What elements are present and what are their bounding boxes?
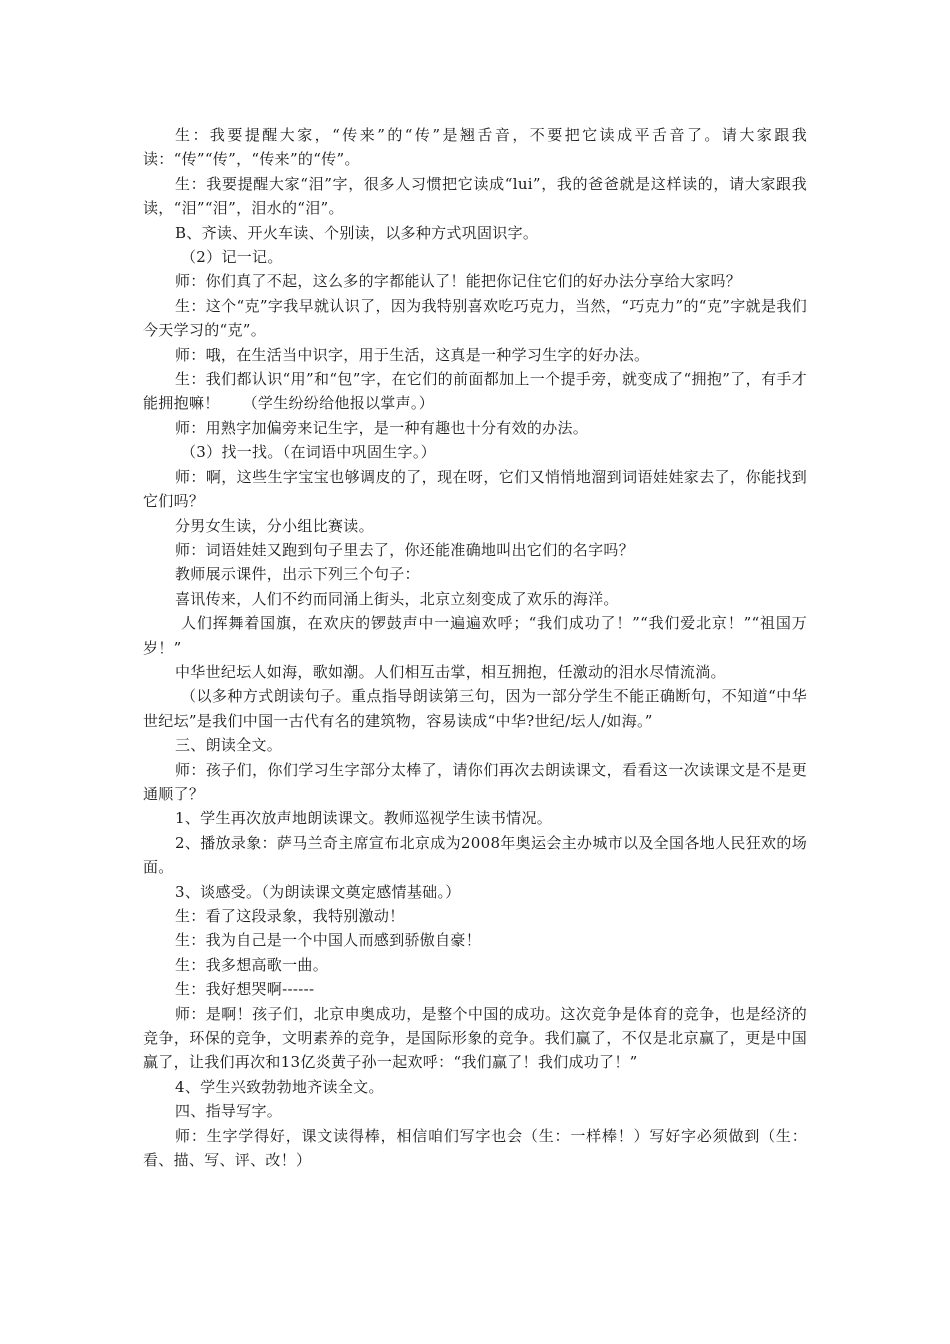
paragraph: 师：哦，在生活当中识字，用于生活，这真是一种学习生字的好办法。 — [175, 345, 650, 364]
paragraph: 生：我多想高歌一曲。 — [175, 955, 329, 974]
paragraph: B、齐读、开火车读、个别读，以多种方式巩固识字。 — [175, 223, 539, 242]
paragraph: 师：生字学得好，课文读得棒，相信咱们写字也会（生：一样棒！）写好字必须做到（生：看、描、写、评、改！） — [143, 1126, 807, 1170]
paragraph: （以多种方式朗读句子。重点指导朗读第三句，因为一部分学生不能正确断句，不知道“中华世纪坛”是我们中国一古代有名的建筑物，容易读成“中华?世纪/坛人/如海。” — [143, 687, 807, 730]
paragraph: 师：你们真了不起，这么多的字都能认了！能把你记住它们的好办法分享给大家吗？ — [175, 272, 742, 291]
paragraph: 人们挥舞着国旗，在欢庆的锣鼓声中一遍遍欢呼；“我们成功了！”“我们爱北京！”“祖国万岁！” — [143, 614, 807, 657]
paragraph: 3、谈感受。（为朗读课文奠定感情基础。） — [175, 882, 461, 901]
paragraph: 1、学生再次放声地朗读课文。教师巡视学生读书情况。 — [175, 809, 553, 828]
paragraph: 师：是啊！孩子们，北京申奥成功，是整个中国的成功。这次竞争是体育的竞争，也是经济的竞争，环保的竞争，文明素养的竞争，是国际形象的竞争。我们赢了，不仅是北京赢了，更是中国赢了，让我们再次和13亿炎黄子孙一起欢呼：“我们赢了！我们成功了！” — [143, 1004, 807, 1072]
document-body — [143, 123, 807, 1172]
paragraph: （2）记一记。 — [181, 248, 283, 267]
section-heading: 三、朗读全文。 — [175, 736, 283, 755]
paragraph: 中华世纪坛人如海，歌如潮。人们相互击掌，相互拥抱，任激动的泪水尽情流淌。 — [175, 662, 726, 681]
paragraph: 分男女生读，分小组比赛读。 — [175, 516, 374, 535]
paragraph: 师：用熟字加偏旁来记生字，是一种有趣也十分有效的办法。 — [175, 418, 589, 437]
paragraph: 生：我为自己是一个中国人而感到骄傲自豪！ — [175, 931, 482, 950]
paragraph: 生：看了这段录象，我特别激动！ — [175, 907, 405, 925]
paragraph: 师：词语娃娃又跑到句子里去了，你还能准确地叫出它们的名字吗？ — [175, 540, 635, 559]
paragraph: 4、学生兴致勃勃地齐读全文。 — [175, 1077, 384, 1096]
paragraph: 生：这个“克”字我早就认识了，因为我特别喜欢吃巧克力，当然，“巧克力”的“克”字就是我们今天学习的“克”。 — [143, 296, 807, 340]
paragraph: 教师展示课件，出示下列三个句子： — [175, 565, 420, 584]
paragraph: 2、播放录象：萨马兰奇主席宣布北京成为2008年奥运会主办城市以及全国各地人民狂欢的场面。 — [143, 833, 807, 877]
paragraph: 喜讯传来，人们不约而同涌上街头，北京立刻变成了欢乐的海洋。 — [175, 589, 619, 608]
paragraph: 生：我们都认识“用”和“包”字，在它们的前面都加上一个提手旁，就变成了“拥抱”了，有手才能拥抱嘛！ （学生纷纷给他报以掌声。） — [143, 370, 807, 413]
paragraph: （3）找一找。（在词语中巩固生字。） — [181, 443, 436, 462]
paragraph: 生：我要提醒大家，“传来”的“传”是翘舌音，不要把它读成平舌音了。请大家跟我读：“传”“传”，“传来”的“传”。 — [143, 126, 807, 169]
paragraph: 生：我要提醒大家“泪”字，很多人习惯把它读成“lui”，我的爸爸就是这样读的，请大家跟我读，“泪”“泪”，泪水的“泪”。 — [143, 174, 807, 218]
paragraph: 生：我好想哭啊------ — [175, 980, 315, 999]
section-heading: 四、指导写字。 — [175, 1102, 283, 1121]
paragraph: 师：啊，这些生字宝宝也够调皮的了，现在呀，它们又悄悄地溜到词语娃娃家去了，你能找到它们吗？ — [143, 467, 807, 511]
paragraph: 师：孩子们，你们学习生字部分太棒了，请你们再次去朗读课文，看看这一次读课文是不是更通顺了？ — [143, 760, 807, 803]
